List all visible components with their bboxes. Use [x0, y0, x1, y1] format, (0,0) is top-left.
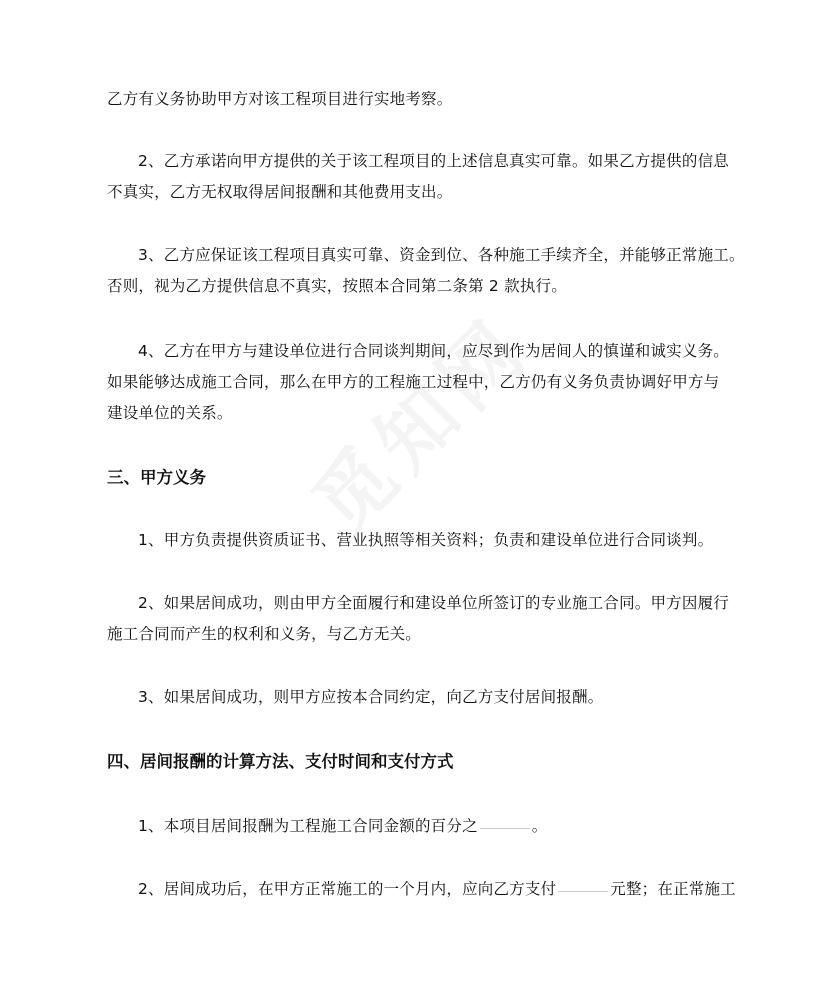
paragraph-line: 否则，视为乙方提供信息不真实，按照本合同第二条第 2 款执行。 — [107, 277, 567, 295]
paragraph-line: 乙方有义务协助甲方对该工程项目进行实地考察。 — [107, 90, 453, 108]
paragraph-line: 不真实，乙方无权取得居间报酬和其他费用支出。 — [107, 183, 453, 201]
paragraph-line: 2、如果居间成功，则由甲方全面履行和建设单位所签订的专业施工合同。甲方因履行 — [138, 594, 729, 612]
paragraph-line: 3、乙方应保证该工程项目真实可靠、资金到位、各种施工手续齐全，并能够正常施工。 — [138, 246, 745, 264]
item1-text: 1、本项目居间报酬为工程施工合同金额的百分之 — [138, 817, 478, 835]
fill-blank — [558, 890, 608, 892]
paragraph-line: 1、甲方负责提供资质证书、营业执照等相关资料；负责和建设单位进行合同谈判。 — [138, 531, 714, 549]
paragraph-line: 如果能够达成施工合同，那么在甲方的工程施工过程中，乙方仍有义务负责协调好甲方与 — [107, 373, 720, 391]
item2-text: 2、居间成功后，在甲方正常施工的一个月内，应向乙方支付 — [138, 880, 557, 898]
item1-suffix: 。 — [531, 817, 548, 835]
paragraph-line: 2、乙方承诺向甲方提供的关于该工程项目的上述信息真实可靠。如果乙方提供的信息 — [138, 152, 729, 170]
paragraph-line: 建设单位的关系。 — [107, 404, 233, 422]
paragraph-line: 施工合同而产生的权利和义务，与乙方无关。 — [107, 625, 422, 643]
section-heading-4: 四、居间报酬的计算方法、支付时间和支付方式 — [107, 752, 454, 771]
item2-suffix: 元整；在正常施工 — [610, 880, 736, 898]
paragraph-line — [107, 811, 727, 842]
paragraph-line — [107, 874, 736, 905]
paragraph-line: 3、如果居间成功，则甲方应按本合同约定，向乙方支付居间报酬。 — [138, 688, 604, 706]
fill-blank — [480, 827, 530, 829]
section-heading-3: 三、甲方义务 — [107, 468, 206, 487]
paragraph-line: 4、乙方在甲方与建设单位进行合同谈判期间，应尽到作为居间人的慎谨和诚实义务。 — [138, 342, 729, 360]
